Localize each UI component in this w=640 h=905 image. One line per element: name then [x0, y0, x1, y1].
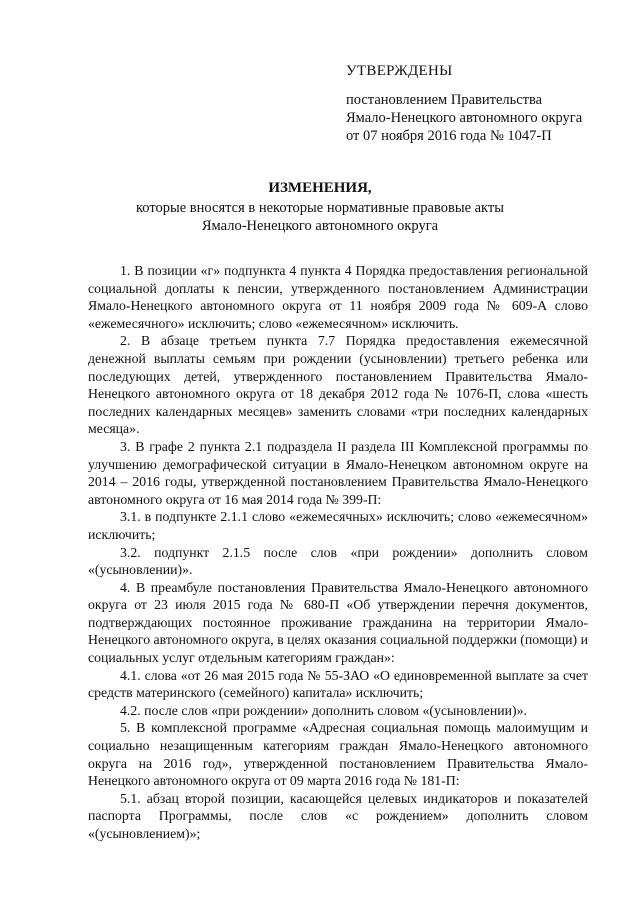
paragraph-item-3-2: 3.2. подпункт 2.1.5 после слов «при рождении» дополнить словом «(усыновлении)».	[88, 544, 588, 578]
approval-block	[346, 62, 626, 145]
title-subtitle-line: Ямало-Ненецкого автономного округа	[201, 218, 439, 234]
paragraph-item-4-1: 4.1. слова «от 26 мая 2015 года № 55-ЗАО «О единовременной выплате за счет средств материнского (семейного) капитала» исключить;	[88, 667, 588, 701]
paragraph-item-1: 1. В позиции «г» подпункта 4 пункта 4 Порядка предоставления региональной социальной доплаты к пенсии, утвержденного постановлением Администрации Ямало-Ненецкого автономного округа от 11 ноября 2009 года № 609-А слово «ежемесячного» исключить; слово «ежемесячном» исключить.	[88, 263, 588, 331]
title-subtitle-line: которые вносятся в некоторые нормативные правовые акты	[135, 200, 504, 216]
paragraph-item-3: 3. В графе 2 пункта 2.1 подраздела II раздела III Комплексной программы по улучшению демографической ситуации в Ямало-Ненецком автономном округе на 2014 – 2016 годы, утвержденной постановлением Правительства Ямало-Ненецкого автономного округа от 16 мая 2014 года № 399-П:	[88, 438, 588, 507]
document-body	[88, 262, 588, 843]
document-title	[60, 179, 580, 235]
paragraph-item-4: 4. В преамбуле постановления Правительства Ямало-Ненецкого автономного округа от 23 июля 2015 года № 680-П «Об утверждении перечня документов, подтверждающих постоянное проживание гражданина на территории Ямало-Ненецкого автономного округа, в целях оказания социальной поддержки (помощи) и социальных услуг отдельным категориям граждан»:	[88, 579, 588, 666]
approval-line: Ямало-Ненецкого автономного округа	[346, 110, 583, 126]
approval-line: от 07 ноября 2016 года № 1047-П	[346, 128, 552, 144]
paragraph-item-5: 5. В комплексной программе «Адресная социальная помощь малоимущим и социально незащищенным категориям граждан Ямало-Ненецкого автономного округа на 2016 год», утвержденной постановлением Правительства Ямало-Ненецкого автономного округа от 09 марта 2016 года № 181-П:	[88, 720, 588, 789]
paragraph-item-5-1: 5.1. абзац второй позиции, касающейся целевых индикаторов и показателей паспорта Программы, после слов «с рождением» дополнить словом «(усыновлением)»;	[88, 790, 588, 841]
paragraph-item-3-1: 3.1. в подпункте 2.1.1 слово «ежемесячных» исключить; слово «ежемесячном» исключить;	[88, 509, 588, 542]
title-main: ИЗМЕНЕНИЯ,	[268, 180, 372, 196]
paragraph-item-2: 2. В абзаце третьем пункта 7.7 Порядка предоставления ежемесячной денежной выплаты семьям при рождении (усыновлении) третьего ребенка или последующих детей, утвержденного постановлением Правительства Ямало-Ненецкого автономного округа от 18 декабря 2012 года № 1076-П, слова «шесть последних календарных месяцев» заменить словами «три последних календарных месяца».	[88, 333, 588, 437]
approval-heading: УТВЕРЖДЕНЫ	[346, 63, 453, 79]
approval-line: постановлением Правительства	[346, 92, 543, 108]
paragraph-item-4-2: 4.2. после слов «при рождении» дополнить словом «(усыновлении)».	[120, 702, 527, 718]
